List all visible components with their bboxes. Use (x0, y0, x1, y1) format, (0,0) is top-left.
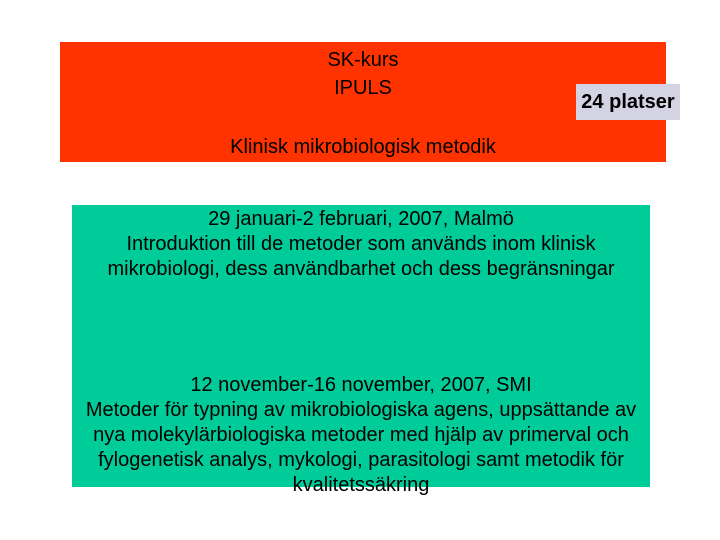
seats-badge: 24 platser (576, 84, 680, 120)
session-description: Metoder för typning av mikrobiologiska agens, uppsättande av nya molekylärbiologiska metoder med hjälp av primerval och fylogenetisk analys, mykologi, parasitologi samt metodik för kvalitetssäkring (85, 399, 637, 496)
session-date: 29 januari-2 februari, 2007, Malmö (208, 208, 514, 230)
session-description: Introduktion till de metoder som används inom klinisk mikrobiologi, dess användbarhet och dess begränsningar (107, 233, 615, 280)
course-subtitle: Klinisk mikrobiologisk metodik (230, 136, 496, 158)
course-code: IPULS (334, 77, 392, 99)
course-type: SK-kurs (327, 49, 399, 71)
session-block (72, 207, 650, 282)
session-date: 12 november-16 november, 2007, SMI (190, 374, 532, 396)
session-block (72, 373, 650, 498)
